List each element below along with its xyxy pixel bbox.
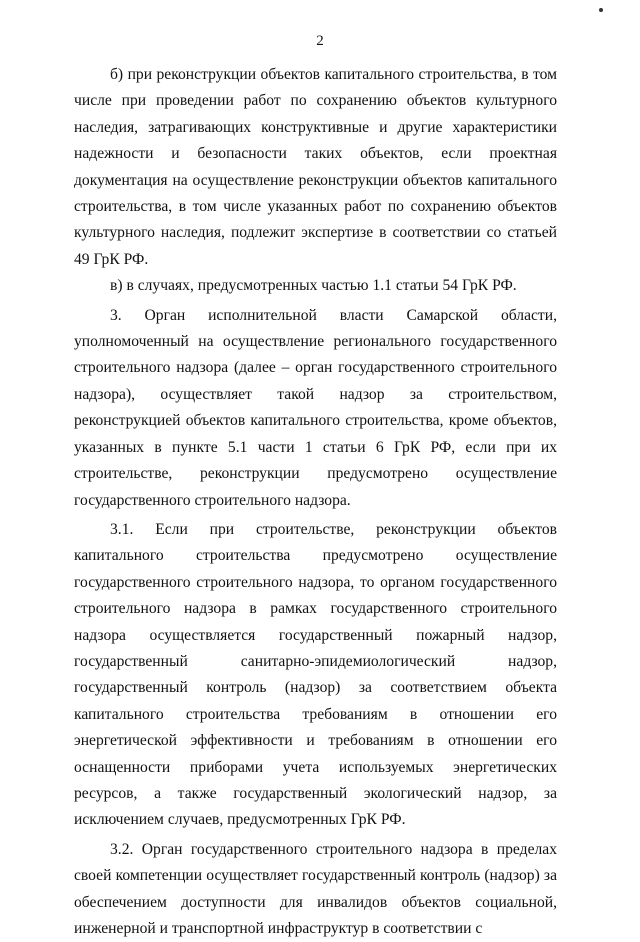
document-body <box>74 62 557 942</box>
paragraph-item-v: в) в случаях, предусмотренных частью 1.1 статьи 54 ГрК РФ. <box>110 277 517 295</box>
paragraph-section-3-2: 3.2. Орган государственного строительного надзора в пределах своей компетенции осуществляет государственный контроль (надзор) за обеспечением доступности для инвалидов объектов социальной, инженерной и транспортной инфраструктур в соответствии с <box>74 840 557 937</box>
paragraph-item-b: б) при реконструкции объектов капитального строительства, в том числе при проведении работ по сохранению объектов культурного наследия, затрагивающих конструктивные и другие характеристики надежности и безопасности таких объектов, если проектная документация на осуществление реконструкции объектов капитального строительства, в том числе указанных работ по сохранению объектов культурного наследия, подлежит экспертизе в соответствии со статьей 49 ГрК РФ. <box>74 66 557 268</box>
paragraph-section-3-1: 3.1. Если при строительстве, реконструкции объектов капитального строительства предусмотрено осуществление государственного строительного надзора, то органом государственного строительного надзора в рамках государственного строительного надзора осуществляется государственный пожарный надзор, государственный санитарно-эпидемиологический надзор, государственный контроль (надзор) за соответствием объекта капитального строительства требованиям в отношении его энергетической эффективности и требованиям в отношении его оснащенности приборами учета используемых энергетических ресурсов, а также государственный экологический надзор, за исключением случаев, предусмотренных ГрК РФ. <box>74 520 557 829</box>
paragraph-section-3: 3. Орган исполнительной власти Самарской области, уполномоченный на осуществление регионального государственного строительного надзора (далее – орган государственного строительного надзора), осуществляет такой надзор за строительством, реконструкцией объектов капитального строительства, кроме объектов, указанных в пункте 5.1 части 1 статьи 6 ГрК РФ, если при их строительстве, реконструкции предусмотрено осуществление государственного строительного надзора. <box>74 306 557 509</box>
page-number: 2 <box>316 33 324 49</box>
scan-dot-mark <box>599 8 603 12</box>
